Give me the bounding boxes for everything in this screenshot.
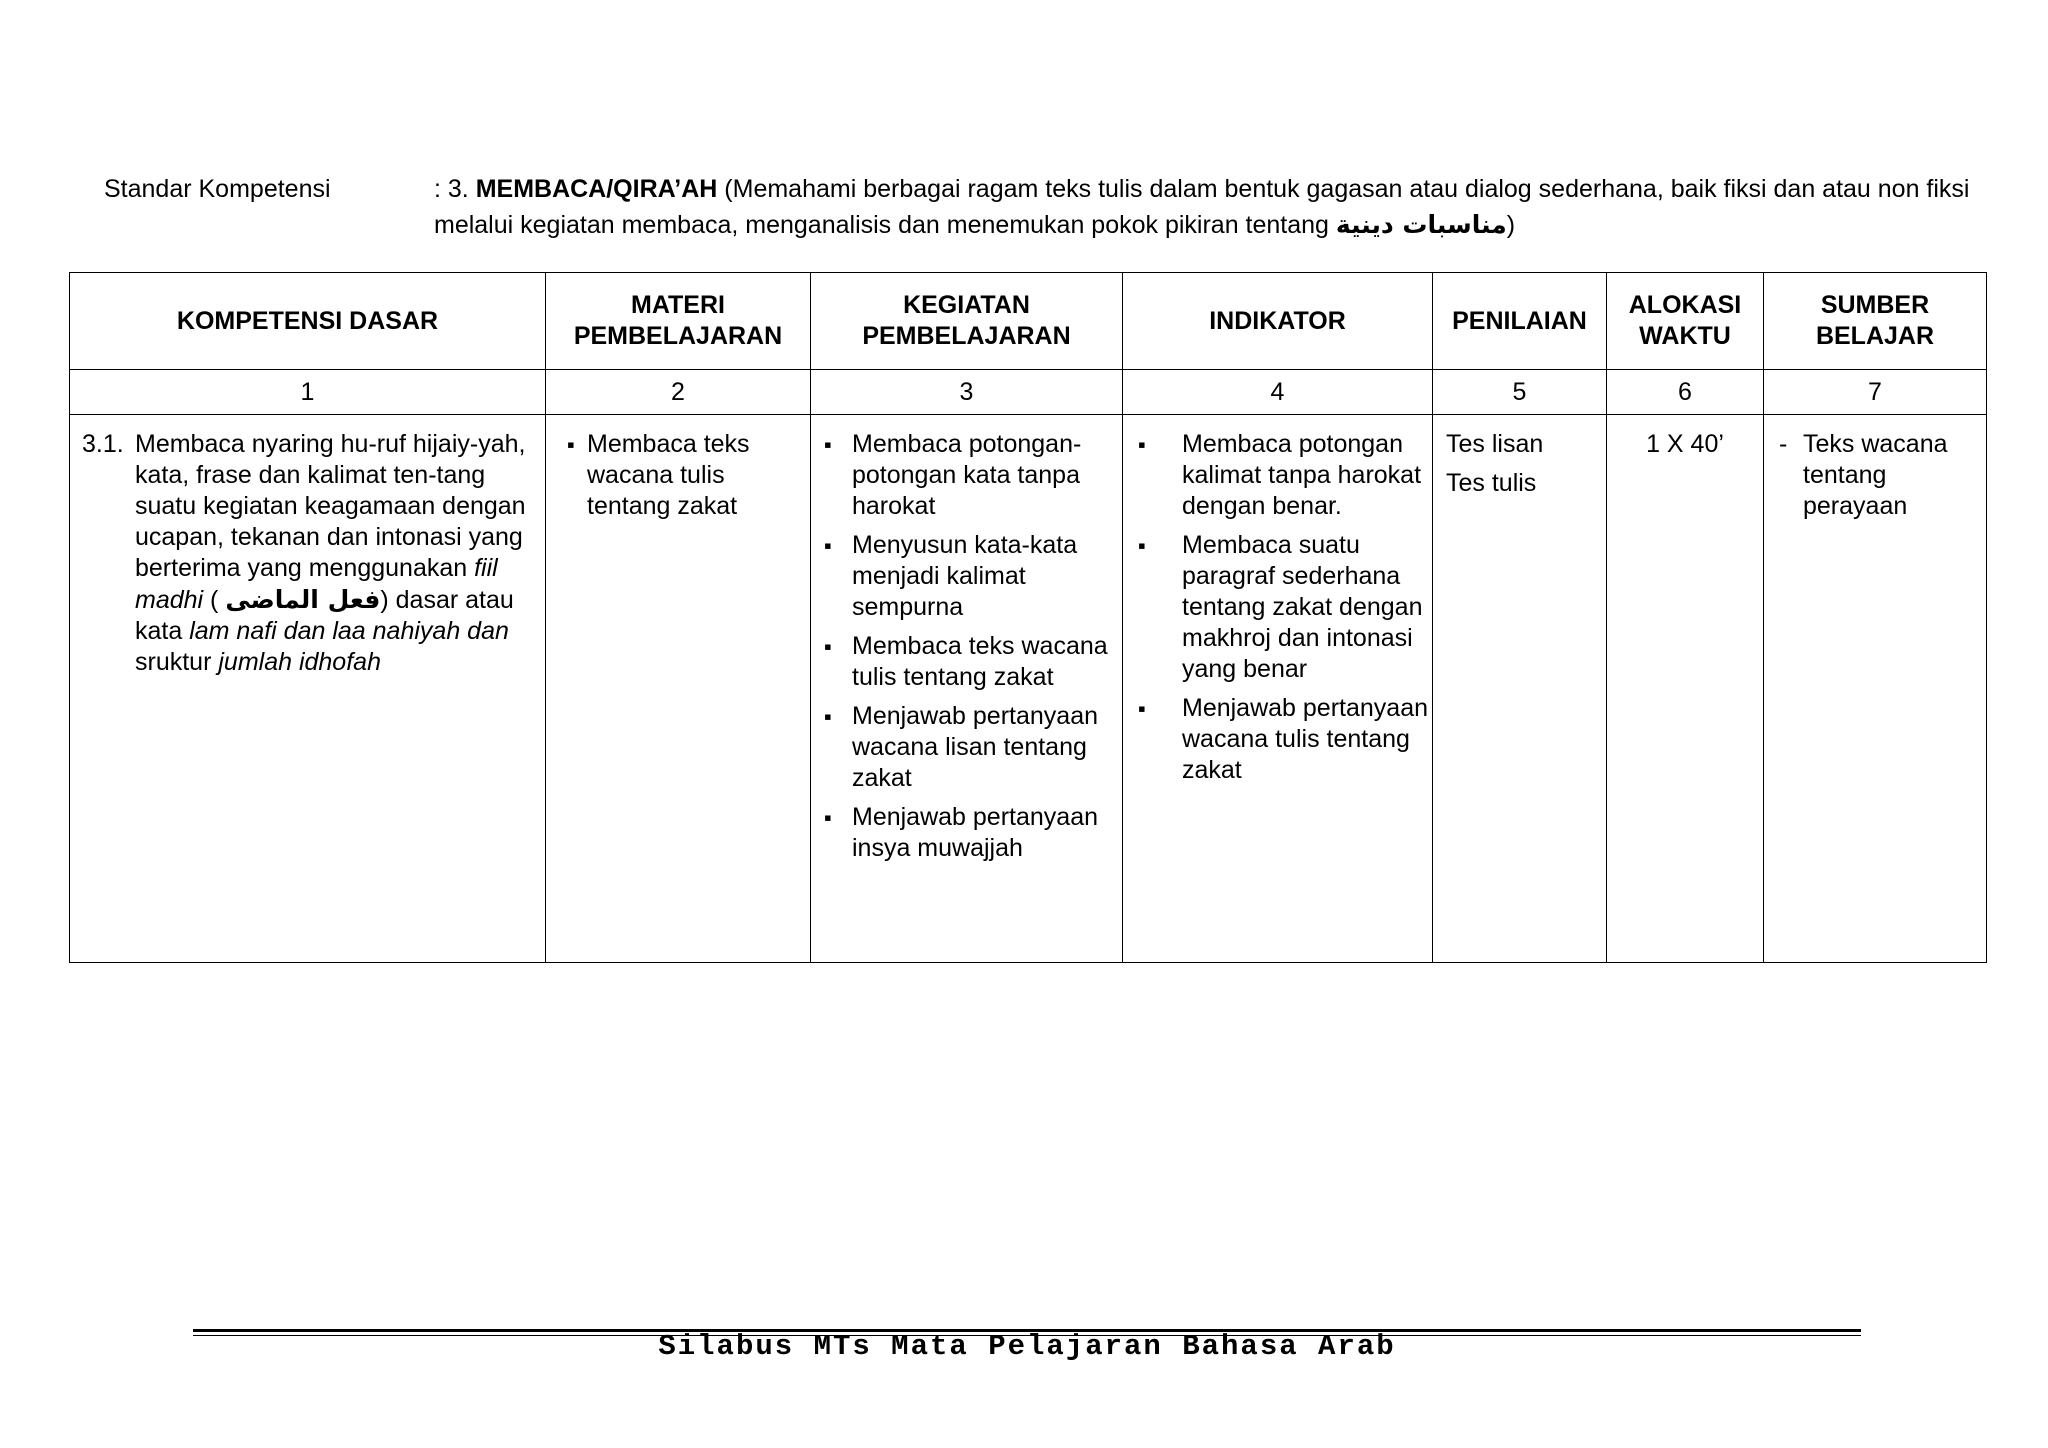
sk-label: Standar Kompetensi (104, 175, 331, 203)
penilaian-item: Tes lisan (1446, 430, 1544, 458)
list-item: ▪ Menyusun kata-kata menjadi kalimat sempurna (812, 530, 1121, 623)
kd-italic: lam nafi dan laa nahiyah dan (189, 617, 509, 645)
list-item: ▪ Menjawab pertanyaan insya muwajjah (812, 802, 1121, 864)
kd-number: 3.1. (82, 430, 124, 458)
sumber-cell (1764, 415, 1987, 963)
column-number: 5 (1433, 370, 1607, 415)
header-alokasi: ALOKASI WAKTU (1607, 273, 1764, 370)
kd-arabic: فعل الماضى (225, 585, 381, 614)
list-item: ▪ Membaca teks wacana tulis tentang zakat (812, 631, 1121, 693)
content-row (70, 415, 1987, 963)
sk-prefix: : 3. (434, 175, 476, 203)
sk-desc: (Memahami berbagai ragam teks tulis dalam bentuk gagasan atau dialog sederhana, baik fiksi dan atau non fiksi melalui kegiatan membaca, menganalisis dan menemukan pokok pikiran tentang (434, 175, 1970, 239)
list-item: - Teks wacana tentang perayaan (1765, 429, 1985, 522)
penilaian-item: Tes tulis (1446, 469, 1537, 497)
column-number: 7 (1764, 370, 1987, 415)
kompetensi-dasar-cell (70, 415, 546, 963)
sk-title: MEMBACA/QIRA’AH (475, 175, 718, 203)
sk-desc-end: ) (1506, 211, 1516, 239)
footer-title: Silabus MTs Mata Pelajaran Bahasa Arab (658, 1330, 1396, 1363)
header-sumber: SUMBER BELAJAR (1764, 273, 1987, 370)
kd-text: Membaca nyaring hu-ruf hijaiy-yah, kata, frase dan kalimat ten-tang suatu kegiatan keagamaan dengan ucapan, tekanan dan intonasi yang berterima yang menggunakan (135, 430, 526, 582)
kd-italic: fiil madhi (135, 554, 498, 614)
header-materi: MATERI PEMBELAJARAN (546, 273, 811, 370)
sk-arabic: مناسبات دينية (1335, 210, 1507, 239)
penilaian-cell (1433, 415, 1607, 963)
column-number: 6 (1607, 370, 1764, 415)
kd-text: sruktur (135, 648, 219, 676)
list-item: ▪ Menjawab pertanyaan wacana tulis tentang zakat (1124, 693, 1431, 786)
kd-italic: jumlah idhofah (218, 648, 381, 676)
list-item: ▪ Membaca teks wacana tulis tentang zakat (547, 429, 809, 522)
alokasi-cell: 1 X 40’ (1607, 415, 1764, 963)
header-row (70, 273, 1987, 370)
indikator-cell (1123, 415, 1433, 963)
column-number: 2 (546, 370, 811, 415)
list-item: ▪ Membaca suatu paragraf sederhana tentang zakat dengan makhroj dan intonasi yang benar (1124, 530, 1431, 685)
column-number: 1 (70, 370, 546, 415)
list-item: ▪ Menjawab pertanyaan wacana lisan tentang zakat (812, 701, 1121, 794)
syllabus-table (69, 272, 1987, 963)
column-number: 3 (811, 370, 1123, 415)
list-item: ▪ Membaca potongan-potongan kata tanpa harokat (812, 429, 1121, 522)
kd-text: ) dasar atau kata (135, 586, 514, 645)
list-item: ▪ Membaca potongan kalimat tanpa harokat dengan benar. (1124, 429, 1431, 522)
column-number: 4 (1123, 370, 1433, 415)
header-penilaian: PENILAIAN (1433, 273, 1607, 370)
header-kegiatan: KEGIATAN PEMBELAJARAN (811, 273, 1123, 370)
sk-description (434, 172, 1974, 243)
header-kompetensi-dasar: KOMPETENSI DASAR (70, 273, 546, 370)
number-row (70, 370, 1987, 415)
header-indikator: INDIKATOR (1123, 273, 1433, 370)
kegiatan-cell (811, 415, 1123, 963)
materi-cell (546, 415, 811, 963)
kd-text: ( (203, 586, 226, 614)
